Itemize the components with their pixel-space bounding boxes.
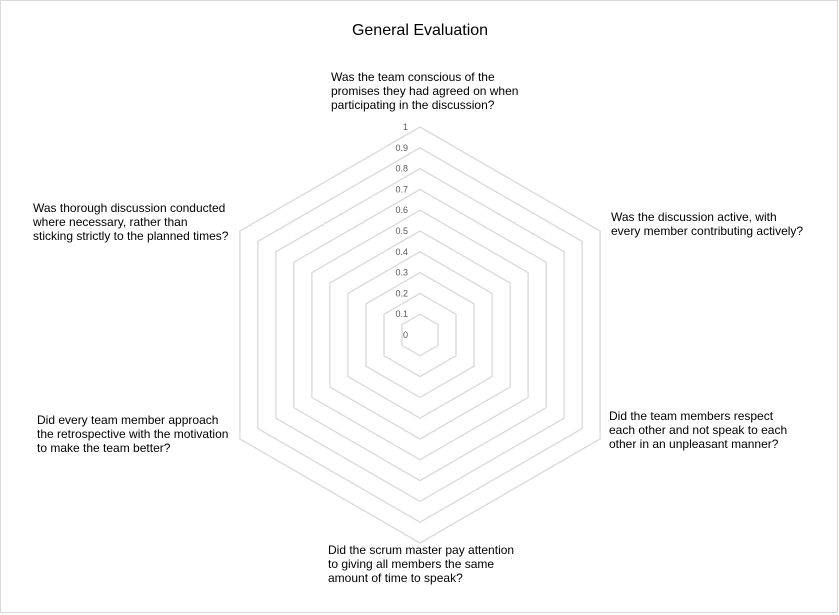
category-label-line: Did the scrum master pay attention [328,543,515,557]
tick-label: 0.1 [395,309,408,320]
tick-label: 0.2 [395,288,408,299]
category-label-line: to make the team better? [37,441,171,455]
category-label [32,201,229,243]
tick-label: 0.3 [395,267,408,278]
grid-ring [258,148,582,522]
tick-label: 0.6 [395,205,408,216]
category-label [609,409,787,451]
tick-label: 0.7 [395,184,408,195]
grid-ring [384,293,456,376]
tick-label: 0.9 [395,142,408,153]
category-label-line: Was thorough discussion conducted [33,201,226,215]
radar-grid [240,127,600,543]
category-label-line: where necessary, rather than [33,215,188,229]
category-label-line: Was the discussion active, with [611,210,777,224]
tick-label: 0.5 [395,226,408,236]
category-label-line: Did every team member approach [37,413,219,427]
grid-ring [312,210,528,460]
category-label [611,210,803,238]
tick-label: 1 [402,122,408,132]
category-label [328,543,514,585]
grid-ring [348,252,492,418]
category-label [37,413,228,455]
grid-ring [366,273,474,398]
radial-tick-labels [395,122,408,340]
category-label-line: Was the team conscious of the [331,70,495,84]
tick-label: 0.8 [395,163,408,174]
chart-title: General Evaluation [351,22,489,39]
category-label-line: to giving all members the same [328,557,495,571]
grid-ring [330,231,510,439]
category-label-line: Did the team members respect [609,409,774,423]
category-label-line: sticking strictly to the planned times? [33,229,229,243]
category-label-line: the retrospective with the motivation [37,427,229,441]
category-label-line: other in an unpleasant manner? [609,437,779,451]
category-label-line: each other and not speak to each [609,423,788,437]
tick-label: 0 [402,330,408,340]
category-label-line: amount of time to speak? [328,571,463,585]
category-label-line: every member contributing actively? [611,224,804,238]
category-label [331,70,518,112]
category-label-line: participating in the discussion? [331,98,495,112]
grid-ring [276,169,564,502]
category-label-line: promises they had agreed on when [331,84,519,98]
category-labels [32,70,803,585]
tick-label: 0.4 [395,246,408,257]
grid-ring [294,189,546,480]
radar-chart [1,1,839,615]
